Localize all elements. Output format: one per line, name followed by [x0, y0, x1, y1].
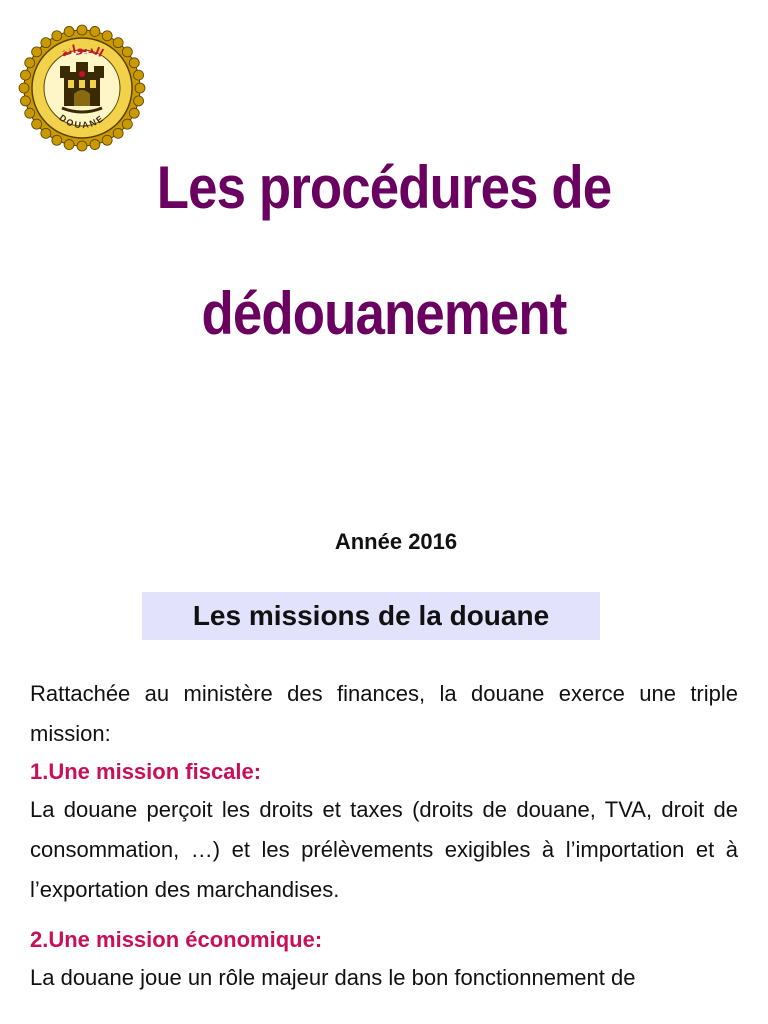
logo-ring-tooth: [129, 108, 139, 118]
logo-ring-tooth: [52, 135, 62, 145]
logo-ring-tooth: [20, 70, 30, 80]
logo-ring-tooth: [52, 31, 62, 41]
logo-ring-tooth: [77, 141, 87, 151]
logo-ring-tooth: [19, 83, 29, 93]
page-title-line-2: dédouanement: [201, 280, 567, 347]
logo-ring-tooth: [134, 70, 144, 80]
customs-logo: [18, 24, 146, 152]
logo-ring-tooth: [32, 47, 42, 57]
logo-ring-tooth: [134, 96, 144, 106]
logo-ring-tooth: [77, 25, 87, 35]
logo-ring-tooth: [122, 47, 132, 57]
mission-1-paragraph: La douane perçoit les droits et taxes (droits de douane, TVA, droit de consommation, …) et les prélèvements exigibles à l’importation et à l’exportation des marchandises.: [30, 797, 738, 902]
customs-emblem-icon: [18, 24, 146, 152]
logo-ring-tooth: [90, 26, 100, 36]
logo-ring-tooth: [129, 58, 139, 68]
logo-ring-tooth: [135, 83, 145, 93]
logo-ring-tooth: [122, 119, 132, 129]
logo-ring-tooth: [25, 58, 35, 68]
logo-ring-tooth: [32, 119, 42, 129]
intro-paragraph: Rattachée au ministère des finances, la douane exerce une triple mission:: [30, 681, 738, 746]
section-heading-box: [142, 592, 600, 640]
mission-1-heading: 1.Une mission fiscale:: [30, 759, 262, 784]
fortress-emblem: [60, 62, 104, 112]
logo-ring-tooth: [64, 140, 74, 150]
logo-ring-tooth: [113, 128, 123, 138]
mission-2-paragraph: La douane joue un rôle majeur dans le bon fonctionnement de: [30, 965, 636, 990]
year-label: Année 2016: [334, 529, 458, 554]
section-heading: Les missions de la douane: [192, 600, 550, 631]
logo-ring-tooth: [113, 38, 123, 48]
mission-2-heading: 2.Une mission économique:: [30, 927, 323, 952]
logo-ring-tooth: [90, 140, 100, 150]
document-body: [30, 674, 738, 998]
logo-ring-tooth: [64, 26, 74, 36]
logo-ring-tooth: [41, 128, 51, 138]
logo-ring-tooth: [102, 31, 112, 41]
logo-latin-text: DOUANE: [57, 112, 107, 131]
logo-ring-tooth: [20, 96, 30, 106]
logo-ring-tooth: [25, 108, 35, 118]
logo-ring-tooth: [41, 38, 51, 48]
logo-arabic-text: الديوانة: [58, 41, 106, 60]
logo-ring-tooth: [102, 135, 112, 145]
page-title-line-1: Les procédures de: [156, 154, 612, 221]
